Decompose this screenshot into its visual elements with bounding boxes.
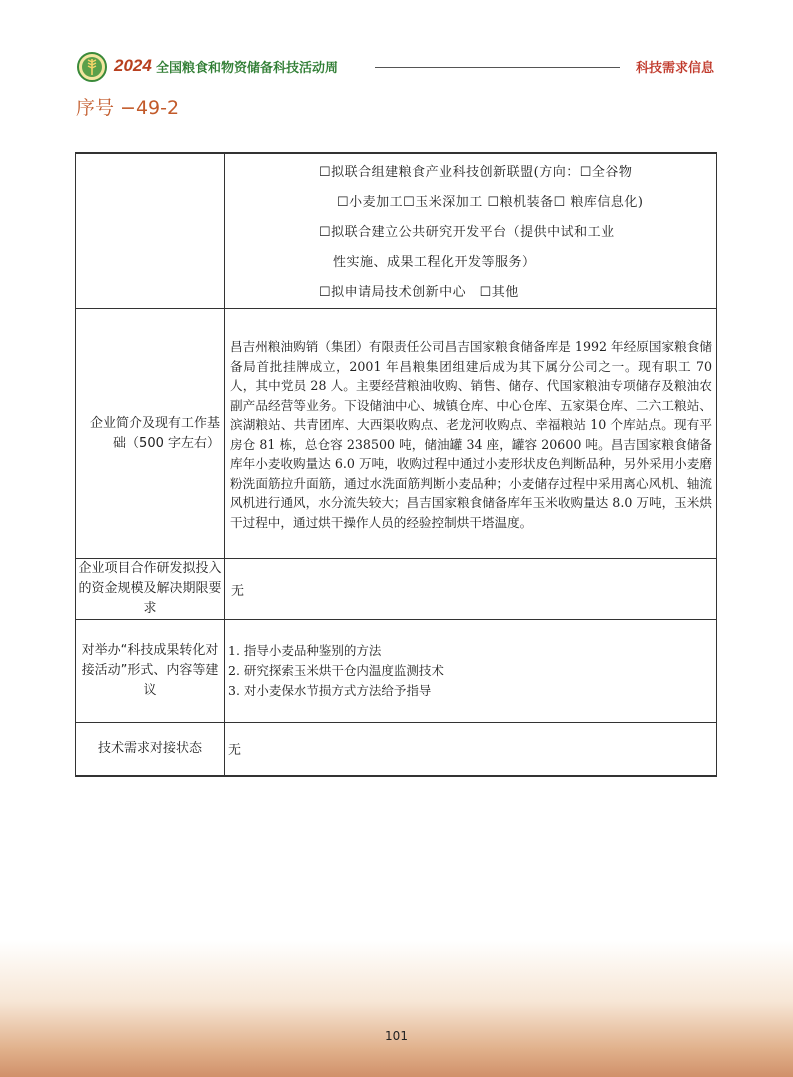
status-cell	[225, 723, 717, 776]
grain-storage-logo-icon	[77, 52, 107, 82]
intro-text: 昌吉州粮油购销（集团）有限责任公司昌吉国家粮食储备库是 1992 年经原国家粮食储备局首批挂牌成立，2001 年昌粮集团组建后成为其下属分公司之一。现有职工 70 人，其中党员 28 人。主要经营粮油收购、销售、储存、代国家粮油专项储存及粮油农副产品经营等业务。下设储油中心、城镇仓库、中心仓库、五家渠仓库、二六工粮站、滨湖粮站、共青团库、大西渠收购点、老龙河收购点、幸福粮站 10 个库站点。现有平房仓 81 栋，总仓容 238500 吨，储油罐 34 座，罐容 20600 吨。昌吉国家粮食储备库年小麦收购量达 6.0 万吨，收购过程中通过小麦形状皮色判断品种，另外采用小麦磨粉洗面筋拉升面筋，通过水洗面筋判断小麦品种；小麦储存过程中采用离心风机、轴流风机进行通风，水分流失较大；昌吉国家粮食储备库年玉米收购量达 8.0 万吨，玉米烘干过程中，通过烘干操作人员的经验控制烘干塔温度。	[230, 339, 712, 530]
info-table	[75, 152, 717, 777]
header-year: 2024	[114, 56, 152, 75]
suggestion-item: 2. 研究探索玉米烘干仓内温度监测技术	[228, 663, 444, 678]
option-line: ☐拟申请局技术创新中心 ☐其他	[319, 285, 519, 300]
header-divider	[375, 67, 620, 68]
options-cell	[225, 153, 717, 309]
suggestion-item: 1. 指导小麦品种鉴别的方法	[228, 643, 382, 658]
options-label-cell	[76, 153, 225, 309]
table-row-funding	[76, 559, 717, 620]
status-label: 技术需求对接状态	[76, 723, 225, 776]
suggestion-cell	[225, 620, 717, 723]
intro-label: 企业简介及现有工作基础（500 字左右）	[76, 309, 225, 559]
table-row-status	[76, 723, 717, 776]
header-section: 科技需求信息	[636, 61, 715, 76]
table-row-options	[76, 153, 717, 309]
table-row-intro	[76, 309, 717, 559]
page-number: 101	[385, 1029, 408, 1043]
suggestion-item: 3. 对小麦保水节损方式方法给予指导	[228, 683, 432, 698]
status-value: 无	[228, 743, 242, 759]
option-line: 性实施、成果工程化开发等服务）	[333, 255, 536, 270]
header-title: 全国粮食和物资储备科技活动周	[156, 61, 339, 76]
sequence-number: 序号 −49-2	[76, 97, 180, 119]
footer-decoration	[0, 940, 793, 1077]
page-header	[0, 0, 793, 90]
intro-cell	[225, 309, 717, 559]
table-row-suggestion	[76, 620, 717, 723]
option-line: ☐拟联合建立公共研究开发平台（提供中试和工业	[319, 225, 615, 240]
option-line: ☐小麦加工☐玉米深加工 ☐粮机装备☐ 粮库信息化)	[337, 195, 644, 210]
option-line: ☐拟联合组建粮食产业科技创新联盟(方向：☐全谷物	[319, 165, 633, 180]
funding-value: 无	[231, 583, 245, 599]
funding-label: 企业项目合作研发拟投入的资金规模及解决期限要求	[76, 559, 225, 620]
funding-cell	[225, 559, 717, 620]
suggestion-label: 对举办“科技成果转化对接活动”形式、内容等建议	[76, 620, 225, 723]
